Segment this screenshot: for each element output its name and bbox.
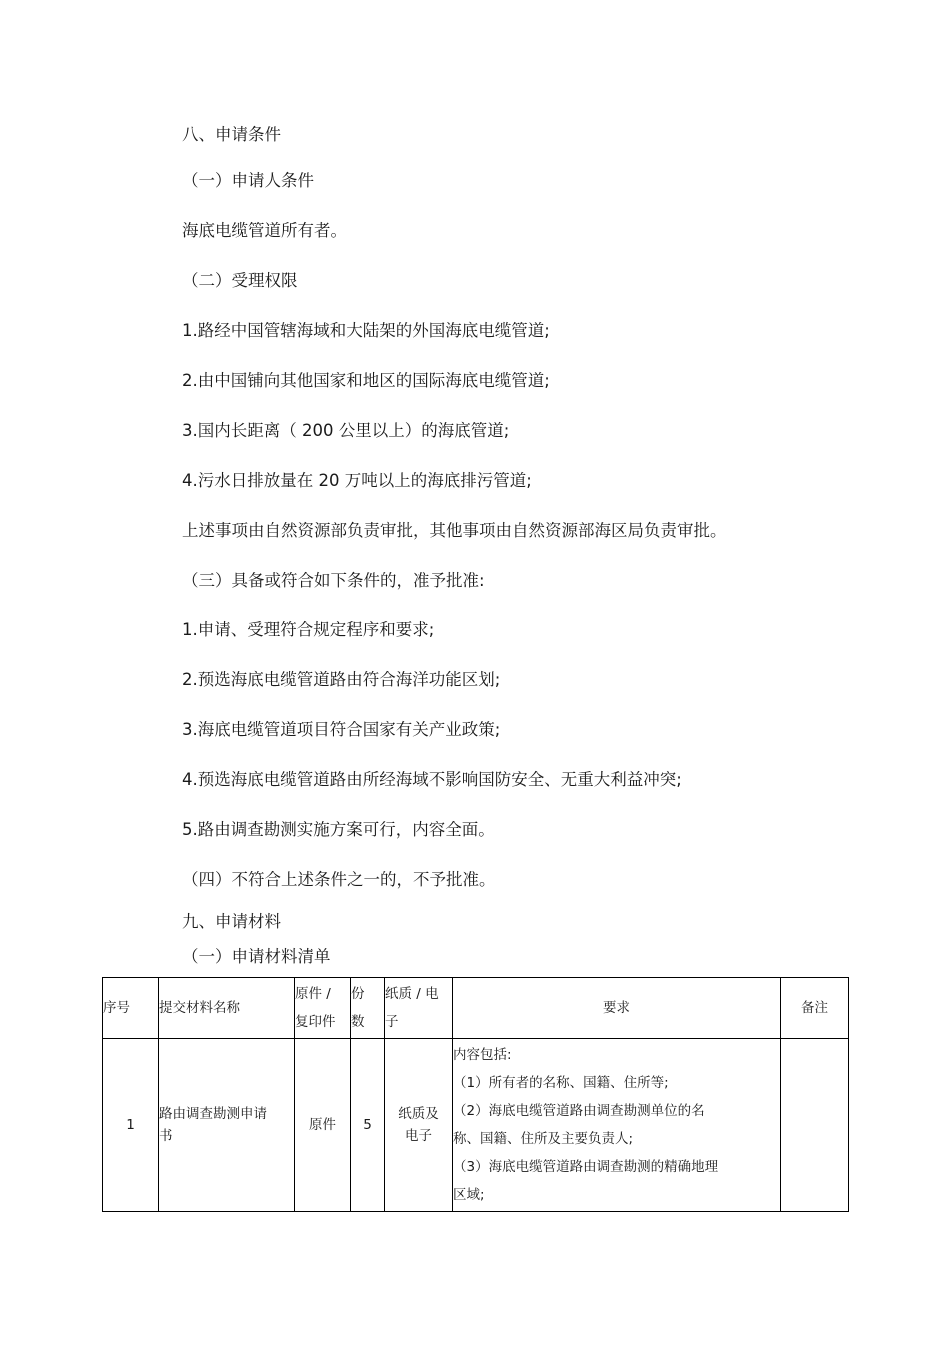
req-line: （2）海底电缆管道路由调查勘测单位的名 xyxy=(453,1103,705,1119)
cell-name-line1: 路由调查勘测申请 xyxy=(159,1106,267,1122)
sub3-item: 3.海底电缆管道项目符合国家有关产业政策; xyxy=(182,720,501,739)
sub3-item: 2.预选海底电缆管道路由符合海洋功能区划; xyxy=(182,670,501,689)
cell-no: 1 xyxy=(103,1039,159,1212)
sub2-item: 4.污水日排放量在 20 万吨以上的海底排污管道; xyxy=(182,471,532,490)
header-medium-line1: 纸质 / 电 xyxy=(385,986,439,1002)
sub2-item: 1.路经中国管辖海域和大陆架的外国海底电缆管道; xyxy=(182,321,550,340)
header-original-line2: 复印件 xyxy=(295,1014,336,1030)
cell-name xyxy=(159,1039,295,1212)
header-count-line1: 份 xyxy=(351,986,365,1002)
section-8-sub4-title: （四）不符合上述条件之一的，不予批准。 xyxy=(182,870,496,889)
sub2-item: 3.国内长距离（ 200 公里以上）的海底管道; xyxy=(182,421,510,440)
cell-name-line2: 书 xyxy=(159,1128,173,1144)
cell-medium-line2: 电子 xyxy=(405,1128,432,1144)
req-line: （3）海底电缆管道路由调查勘测的精确地理 xyxy=(453,1159,719,1175)
header-medium xyxy=(385,978,453,1039)
header-remark: 备注 xyxy=(781,978,849,1039)
section-9-title: 九、申请材料 xyxy=(182,912,281,931)
header-no: 序号 xyxy=(103,978,159,1039)
header-original xyxy=(295,978,351,1039)
section-8-sub2-title: （二）受理权限 xyxy=(182,271,298,290)
cell-count: 5 xyxy=(351,1039,385,1212)
table-header-row xyxy=(103,978,849,1039)
cell-medium xyxy=(385,1039,453,1212)
req-line: 内容包括: xyxy=(453,1047,512,1063)
cell-remark xyxy=(781,1039,849,1212)
header-name: 提交材料名称 xyxy=(159,978,295,1039)
sub3-item: 5.路由调查勘测实施方案可行，内容全面。 xyxy=(182,820,495,839)
section-9-sub1-title: （一）申请材料清单 xyxy=(182,947,331,966)
section-8-sub3-title: （三）具备或符合如下条件的，准予批准: xyxy=(182,571,485,590)
header-count xyxy=(351,978,385,1039)
req-line: 区域; xyxy=(453,1187,485,1203)
cell-requirement xyxy=(453,1039,781,1212)
header-requirement: 要求 xyxy=(453,978,781,1039)
section-8-sub1-text: 海底电缆管道所有者。 xyxy=(182,221,347,240)
sub2-item: 2.由中国铺向其他国家和地区的国际海底电缆管道; xyxy=(182,371,550,390)
cell-medium-line1: 纸质及 xyxy=(398,1106,439,1122)
section-8-title: 八、申请条件 xyxy=(182,125,281,144)
table-row xyxy=(103,1039,849,1212)
materials-table xyxy=(102,977,849,1212)
header-count-line2: 数 xyxy=(351,1014,365,1030)
sub3-item: 1.申请、受理符合规定程序和要求; xyxy=(182,620,435,639)
header-original-line1: 原件 / xyxy=(295,986,331,1002)
cell-original: 原件 xyxy=(295,1039,351,1212)
sub2-note: 上述事项由自然资源部负责审批，其他事项由自然资源部海区局负责审批。 xyxy=(182,521,727,540)
req-line: 称、国籍、住所及主要负责人; xyxy=(453,1131,634,1147)
sub3-item: 4.预选海底电缆管道路由所经海域不影响国防安全、无重大利益冲突; xyxy=(182,770,682,789)
section-8-sub1-title: （一）申请人条件 xyxy=(182,171,314,190)
header-medium-line2: 子 xyxy=(385,1014,399,1030)
req-line: （1）所有者的名称、国籍、住所等; xyxy=(453,1075,669,1091)
